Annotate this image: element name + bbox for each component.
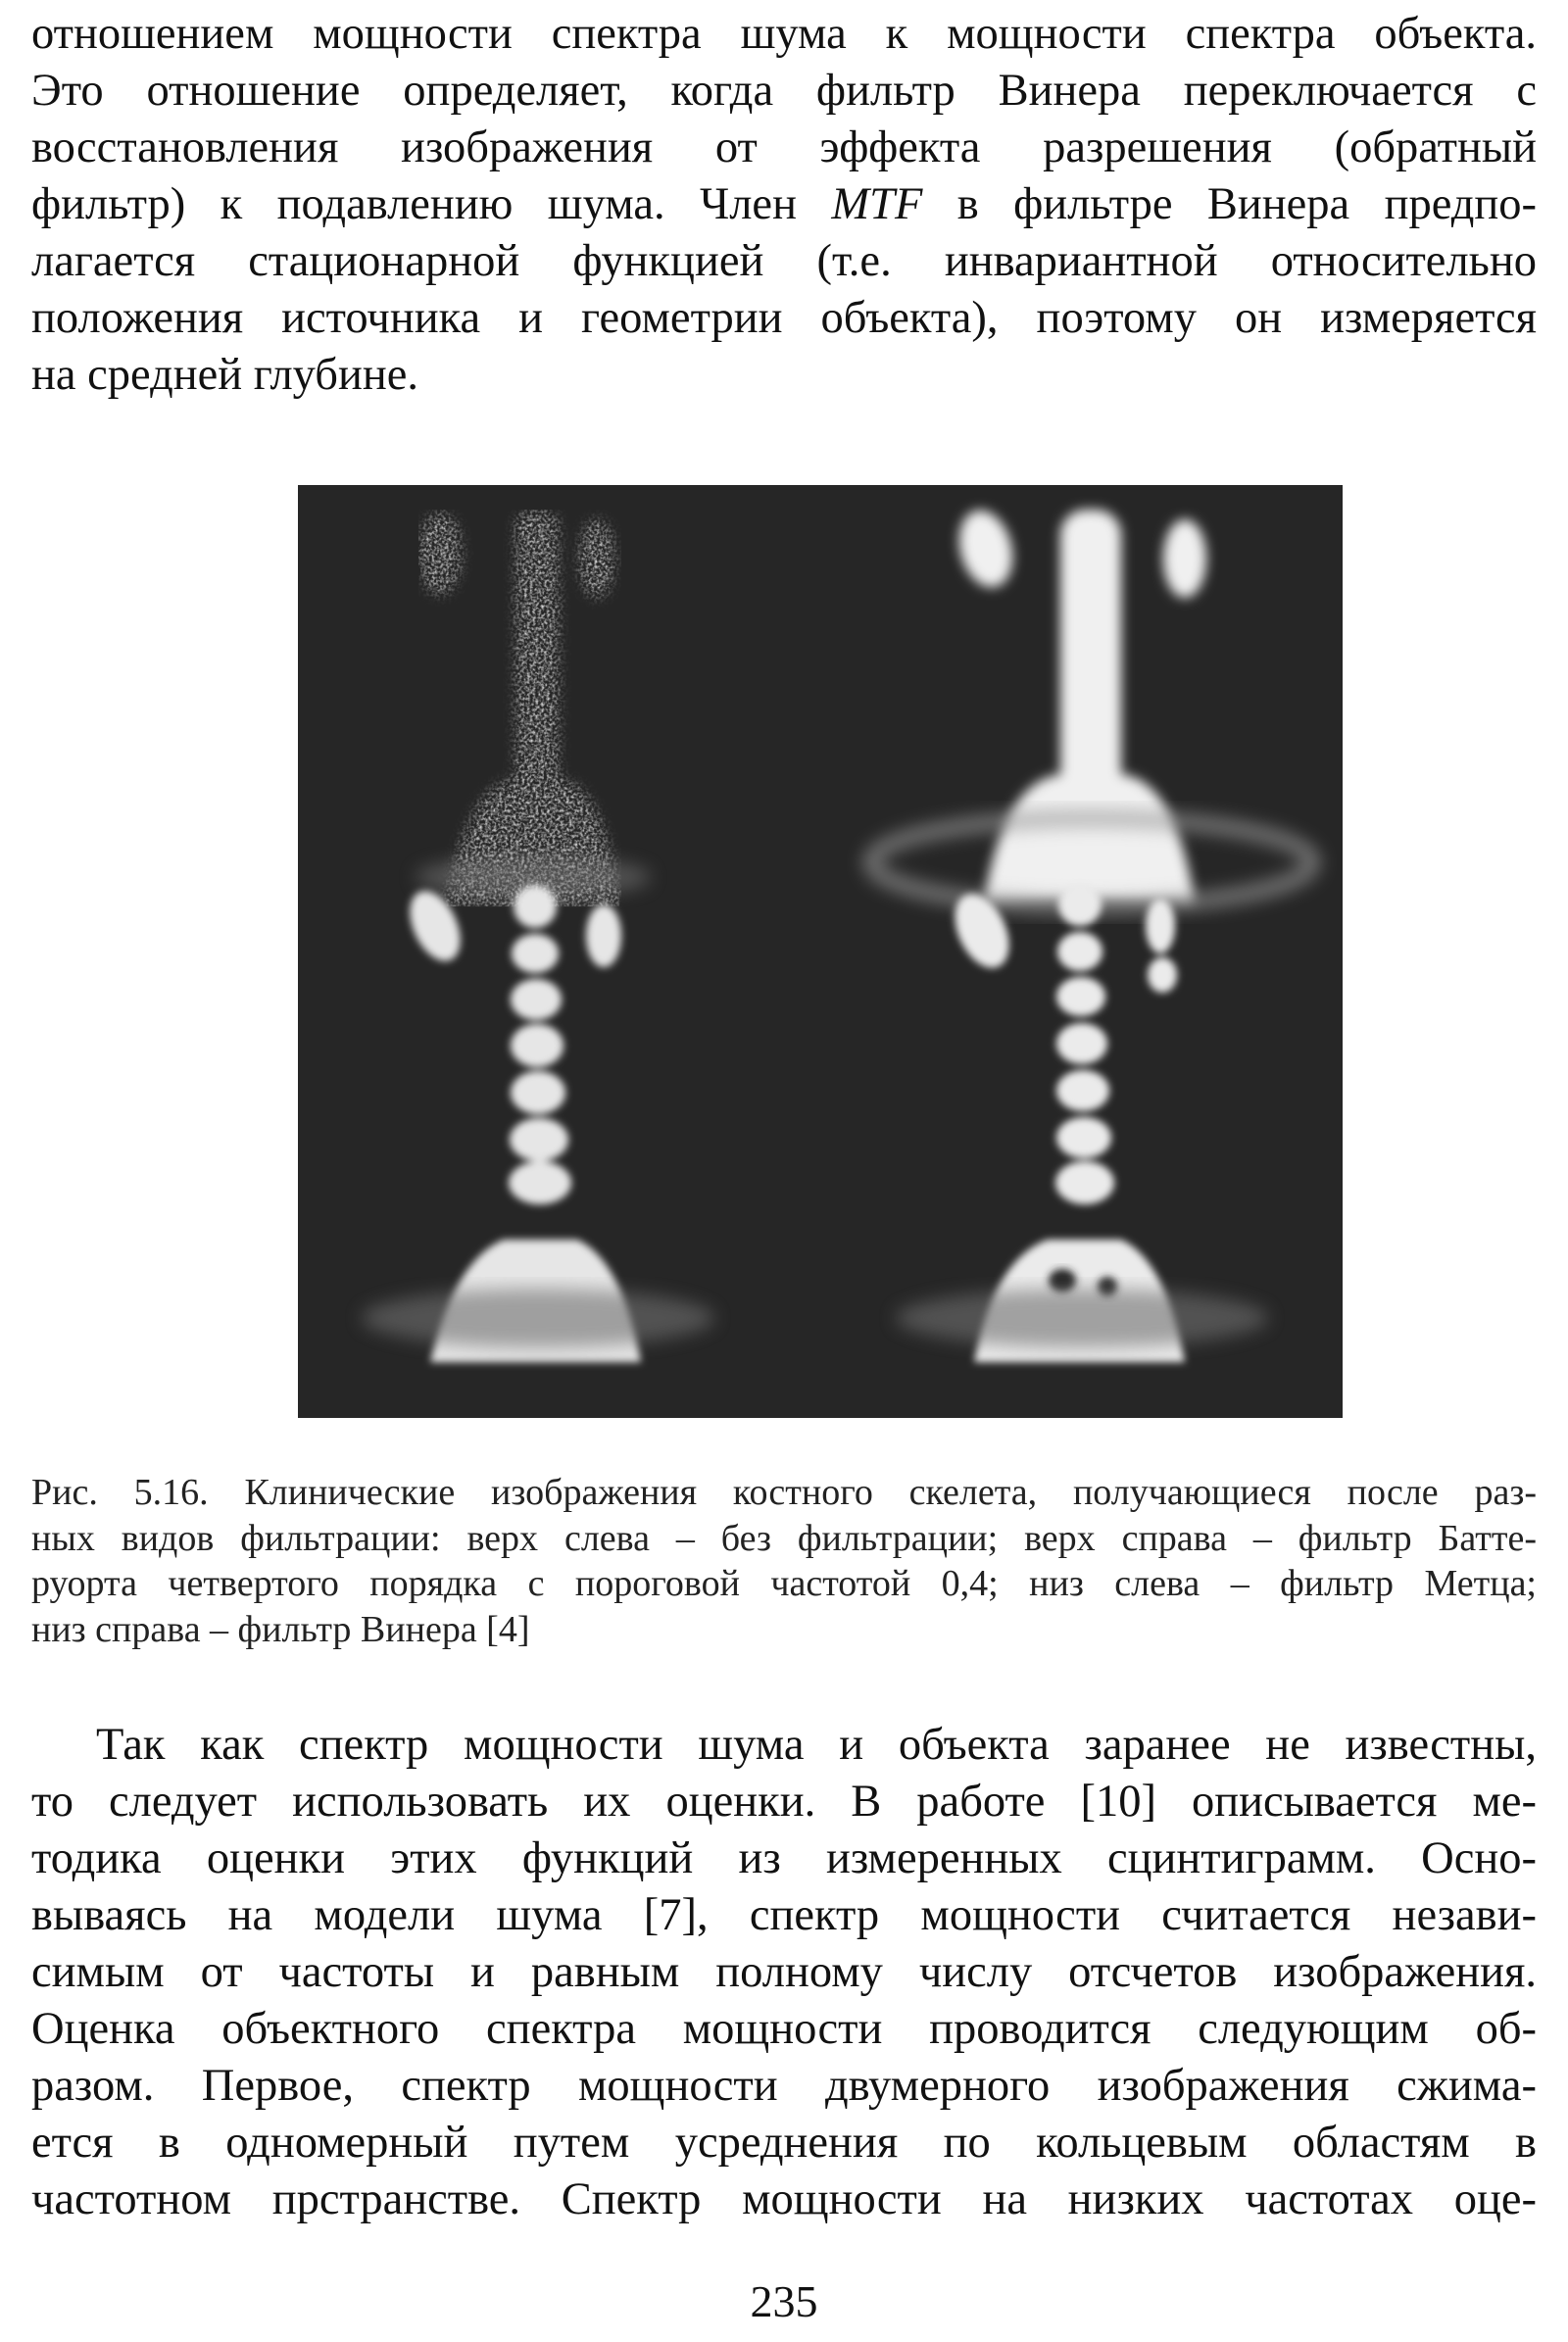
text-line: симым от частоты и равным полному числу отсчетов изображения. <box>31 1947 1537 1997</box>
text-line: разом. Первое, спектр мощности двумерного изображения сжима- <box>31 2061 1537 2111</box>
caption-line: Рис. 5.16. Клинические изображения костного скелета, получающиеся после раз- <box>31 1472 1537 1513</box>
paragraph-bottom <box>31 1717 1537 2228</box>
text-line: на средней глубине. <box>31 350 419 400</box>
text-line: Так как спектр мощности шума и объекта заранее не известны, <box>96 1720 1537 1770</box>
caption-line: низ справа – фильтр Винера [4] <box>31 1608 530 1650</box>
text-line: отношением мощности спектра шума к мощности спектра объекта. <box>31 9 1537 59</box>
text-line: положения источника и геометрии объекта), поэтому он измеряется <box>31 293 1537 343</box>
text-line: тодика оценки этих функций из измеренных сцинтиграмм. Осно- <box>31 1833 1537 1883</box>
text-line: Это отношение определяет, когда фильтр Винера переключается с <box>31 66 1537 116</box>
text-line: Оценка объектного спектра мощности проводится следующим об- <box>31 2004 1537 2054</box>
text-line: лагается стационарной функцией (т.е. инвариантной относительно <box>31 236 1537 286</box>
text-line-mtf <box>31 176 1537 233</box>
scintigram-figure <box>298 485 1343 1418</box>
page-number: 235 <box>750 2276 818 2326</box>
text-fragment: фильтр) к подавлению шума. Член <box>31 179 832 229</box>
text-line: вываясь на модели шума [7], спектр мощности считается незави- <box>31 1890 1537 1940</box>
book-page <box>31 0 1537 2342</box>
text-line: то следует использовать их оценки. В работе [10] описывается ме- <box>31 1777 1537 1827</box>
figure-caption <box>31 1470 1537 1652</box>
text-line: восстановления изображения от эффекта разрешения (обратный <box>31 122 1537 172</box>
scintigram-image <box>298 485 1343 1418</box>
text-line: частотном прстранстве. Спектр мощности на низких частотах оце- <box>31 2174 1537 2224</box>
mtf-term: MTF <box>831 179 923 229</box>
caption-line: руорта четвертого порядка с пороговой частотой 0,4; низ слева – фильтр Метца; <box>31 1563 1537 1604</box>
caption-line: ных видов фильтрации: верх слева – без фильтрации; верх справа – фильтр Батте- <box>31 1517 1537 1559</box>
paragraph-top <box>31 6 1537 404</box>
text-fragment: в фильтре Винера предпо- <box>922 179 1537 229</box>
text-line: ется в одномерный путем усреднения по кольцевым областям в <box>31 2118 1537 2168</box>
